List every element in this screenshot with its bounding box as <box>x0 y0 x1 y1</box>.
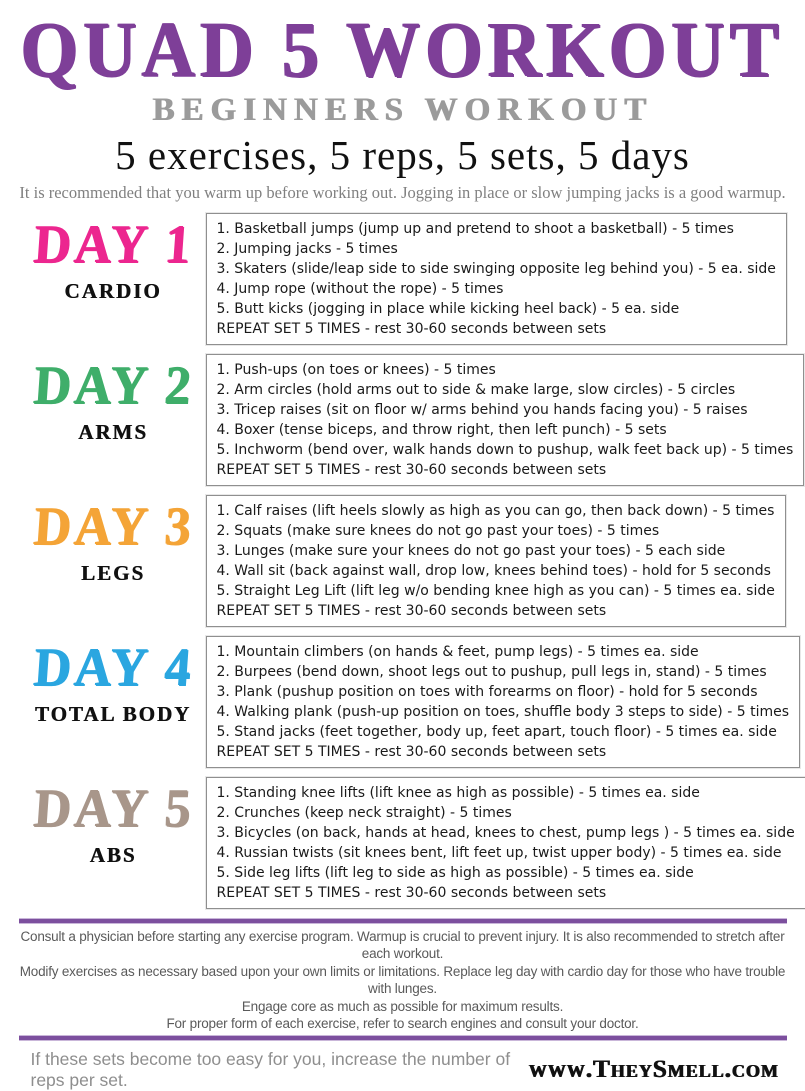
exercise-line: 5. Stand jacks (feet together, body up, feet apart, touch floor) - 5 times ea. side <box>217 722 790 742</box>
repeat-instruction: REPEAT SET 5 TIMES - rest 30-60 seconds between sets <box>217 883 795 903</box>
day-4-exercise-list <box>206 636 801 768</box>
exercise-line: 5. Inchworm (bend over, walk hands down to pushup, walk feet back up) - 5 times <box>217 440 794 460</box>
progression-tip: If these sets become too easy for you, increase the number of reps per set. <box>31 1049 529 1091</box>
disclaimer <box>3 924 803 1035</box>
exercise-line: 1. Push-ups (on toes or knees) - 5 times <box>217 360 794 380</box>
exercise-line: 1. Basketball jumps (jump up and pretend to shoot a basketball) - 5 times <box>217 219 776 239</box>
disclaimer-line: For proper form of each exercise, refer to search engines and consult your doctor. <box>13 1015 793 1033</box>
day-2-exercise-list <box>206 354 805 486</box>
repeat-instruction: REPEAT SET 5 TIMES - rest 30-60 seconds between sets <box>217 742 790 762</box>
exercise-line: 3. Bicycles (on back, hands at head, knees to chest, pump legs ) - 5 times ea. side <box>217 823 795 843</box>
exercise-line: 2. Crunches (keep neck straight) - 5 times <box>217 803 795 823</box>
exercise-line: 4. Jump rope (without the rope) - 5 times <box>217 279 776 299</box>
day-1-exercise-list <box>206 213 787 345</box>
exercise-line: 4. Russian twists (sit knees bent, lift feet up, twist upper body) - 5 times ea. side <box>217 843 795 863</box>
day-4-header <box>21 636 206 727</box>
repeat-instruction: REPEAT SET 5 TIMES - rest 30-60 seconds between sets <box>217 601 775 621</box>
exercise-line: 5. Side leg lifts (lift leg to side as high as possible) - 5 times ea. side <box>217 863 795 883</box>
exercise-line: 3. Skaters (slide/leap side to side swinging opposite leg behind you) - 5 ea. side <box>217 259 776 279</box>
day-5-label: DAY 5 <box>19 781 208 836</box>
day-2-header <box>21 354 206 445</box>
exercise-line: 3. Plank (pushup position on toes with forearms on floor) - hold for 5 seconds <box>217 682 790 702</box>
day-3-label: DAY 3 <box>19 499 208 554</box>
day-section-5 <box>21 777 785 909</box>
page-subtitle: BEGINNERS WORKOUT <box>3 92 803 129</box>
disclaimer-line: Engage core as much as possible for maximum results. <box>13 998 793 1016</box>
repeat-instruction: REPEAT SET 5 TIMES - rest 30-60 seconds between sets <box>217 319 776 339</box>
exercise-line: 5. Straight Leg Lift (lift leg w/o bending knee high as you can) - 5 times ea. side <box>217 581 775 601</box>
day-section-2 <box>21 354 785 486</box>
bottom-row <box>31 1049 779 1091</box>
website-url: www.TheySmell.com <box>528 1056 778 1084</box>
exercise-line: 1. Calf raises (lift heels slowly as high as you can go, then back down) - 5 times <box>217 501 775 521</box>
exercise-line: 3. Tricep raises (sit on floor w/ arms behind you hands facing you) - 5 raises <box>217 400 794 420</box>
day-section-3 <box>21 495 785 627</box>
workout-poster <box>3 0 803 1035</box>
exercise-line: 4. Boxer (tense biceps, and throw right, then left punch) - 5 sets <box>217 420 794 440</box>
exercise-line: 4. Wall sit (back against wall, drop low, knees behind toes) - hold for 5 seconds <box>217 561 775 581</box>
day-3-exercise-list <box>206 495 786 627</box>
day-1-header <box>21 213 206 304</box>
exercise-line: 1. Mountain climbers (on hands & feet, pump legs) - 5 times ea. side <box>217 642 790 662</box>
exercise-line: 4. Walking plank (push-up position on toes, shuffle body 3 steps to side) - 5 times <box>217 702 790 722</box>
day-1-focus-label: CARDIO <box>21 279 206 304</box>
day-section-4 <box>21 636 785 768</box>
exercise-line: 1. Standing knee lifts (lift knee as high as possible) - 5 times ea. side <box>217 783 795 803</box>
tagline: 5 exercises, 5 reps, 5 sets, 5 days <box>3 131 803 179</box>
exercise-line: 2. Squats (make sure knees do not go past your toes) - 5 times <box>217 521 775 541</box>
divider-bottom <box>19 1035 787 1041</box>
day-sections <box>3 213 803 909</box>
exercise-line: 3. Lunges (make sure your knees do not go past your toes) - 5 each side <box>217 541 775 561</box>
day-1-label: DAY 1 <box>19 217 208 272</box>
day-5-focus-label: ABS <box>21 843 206 868</box>
day-2-focus-label: ARMS <box>21 420 206 445</box>
exercise-line: 2. Burpees (bend down, shoot legs out to pushup, pull legs in, stand) - 5 times <box>217 662 790 682</box>
exercise-line: 2. Arm circles (hold arms out to side & make large, slow circles) - 5 circles <box>217 380 794 400</box>
disclaimer-line: Modify exercises as necessary based upon your own limits or limitations. Replace leg day with cardio day for those who have trouble with lunges. <box>13 963 793 998</box>
warmup-note: It is recommended that you warm up before working out. Jogging in place or slow jumping jacks is a good warmup. <box>3 183 803 203</box>
day-3-header <box>21 495 206 586</box>
poster-header <box>3 0 803 203</box>
repeat-instruction: REPEAT SET 5 TIMES - rest 30-60 seconds between sets <box>217 460 794 480</box>
day-3-focus-label: LEGS <box>21 561 206 586</box>
day-section-1 <box>21 213 785 345</box>
day-4-focus-label: TOTAL BODY <box>21 702 206 727</box>
day-5-header <box>21 777 206 868</box>
day-5-exercise-list <box>206 777 805 909</box>
day-2-label: DAY 2 <box>19 358 208 413</box>
page-title: QUAD 5 WORKOUT <box>3 9 803 93</box>
exercise-line: 5. Butt kicks (jogging in place while kicking heel back) - 5 ea. side <box>217 299 776 319</box>
poster-footer <box>3 918 803 1091</box>
day-4-label: DAY 4 <box>19 640 208 695</box>
disclaimer-line: Consult a physician before starting any exercise program. Warmup is crucial to prevent injury. It is also recommended to stretch after each workout. <box>13 928 793 963</box>
exercise-line: 2. Jumping jacks - 5 times <box>217 239 776 259</box>
